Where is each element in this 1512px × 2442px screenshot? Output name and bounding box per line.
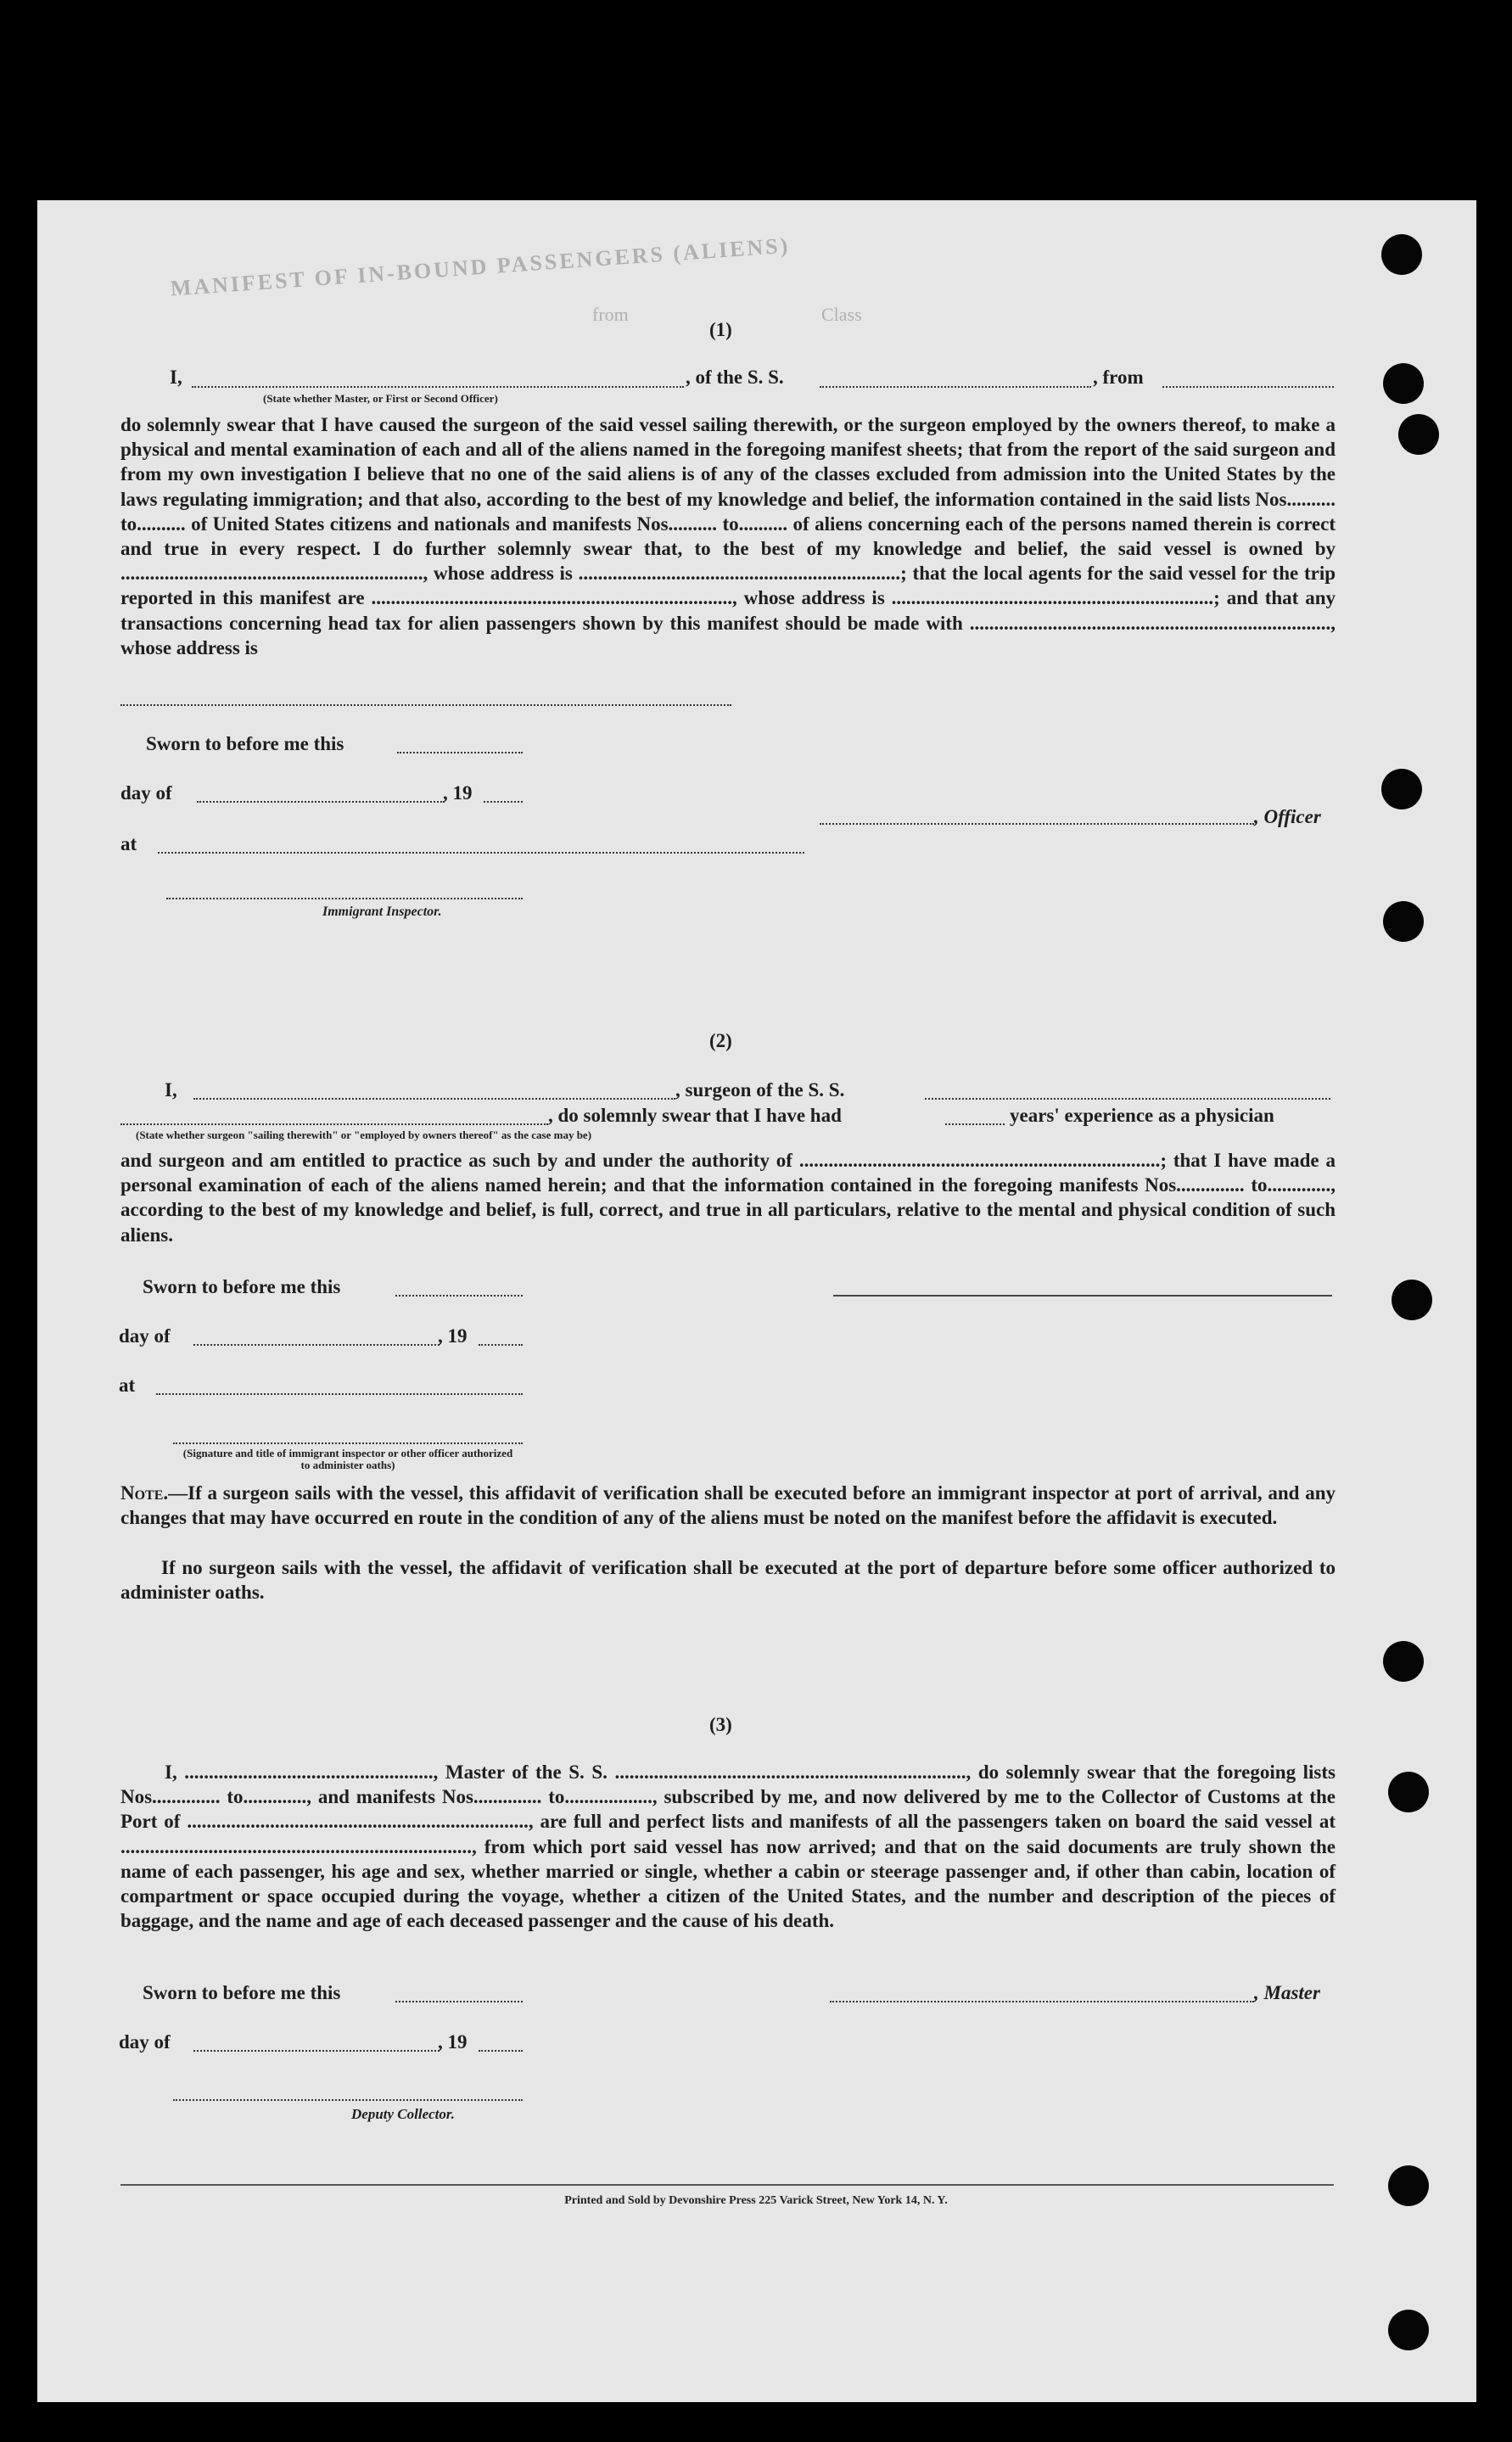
s2-note-label: Note. bbox=[120, 1482, 169, 1504]
s3-year-blank bbox=[479, 2050, 523, 2052]
punch-hole bbox=[1388, 1772, 1429, 1812]
s3-master-blank bbox=[830, 2001, 1254, 2002]
s3-day-of: day of bbox=[119, 2031, 171, 2053]
printer-footer: Printed and Sold by Devonshire Press 225 Varick Street, New York 14, N. Y. bbox=[564, 2194, 948, 2207]
section-3-number: (3) bbox=[709, 1714, 732, 1735]
s2-name-blank bbox=[193, 1098, 675, 1100]
s2-day-blank bbox=[193, 1344, 440, 1346]
s1-of-ss: , of the S. S. bbox=[686, 367, 784, 388]
s2-sig-caption: (Signature and title of immigrant inspector or other officer authorized to administer oaths) bbox=[182, 1447, 513, 1471]
section-2-number: (2) bbox=[709, 1030, 732, 1051]
punch-hole bbox=[1392, 1280, 1432, 1320]
s1-i: I, bbox=[170, 367, 182, 388]
s2-at-blank bbox=[156, 1393, 523, 1395]
s1-extra-line bbox=[120, 704, 731, 706]
punch-hole bbox=[1388, 2310, 1429, 2350]
punch-hole bbox=[1383, 363, 1424, 404]
ghost-header-class: Class bbox=[821, 304, 862, 325]
s2-inspector-line bbox=[173, 1442, 523, 1444]
section-1-number: (1) bbox=[709, 319, 732, 340]
s3-sworn-blank bbox=[395, 2001, 523, 2002]
s1-officer: , Officer bbox=[1254, 806, 1321, 827]
punch-hole bbox=[1381, 769, 1422, 809]
s2-at: at bbox=[119, 1375, 136, 1396]
s1-inspector-label: Immigrant Inspector. bbox=[322, 905, 442, 919]
ghost-header-title: MANIFEST OF IN-BOUND PASSENGERS (ALIENS) bbox=[169, 232, 792, 301]
s3-master: , Master bbox=[1254, 1982, 1320, 2003]
s1-sworn-blank bbox=[397, 752, 523, 753]
punch-hole bbox=[1383, 1641, 1424, 1682]
s1-paragraph: do solemnly swear that I have caused the surgeon of the said vessel sailing therewith, or the surgeon employed by the owners thereof, to make a physical and mental examination of each and all of the aliens named in the foregoing manifest sheets; that from the report of the said surgeon and from my own investigation I believe that no one of the said aliens is of any of the classes excluded from admission into the United States by the laws regulating immigration; and that also, according to the best of my knowledge and belief, the information contained in the said lists Nos.......... to.......... of United States citizens and nationals and manifests Nos.......... to.......... of aliens concerning each of the persons named therein is correct and true in every respect. I do further solemnly swear that, to the best of my knowledge and belief, the said vessel is owned by .............................................................., whose address is ..................................................................; that the local agents for the said vessel for the trip reported in this manifest are .........................................................................., whose address is ..................................................................; and that any transactions concerning head tax for alien passengers shown by this manifest should be made with .........................................................................., whose address is bbox=[120, 414, 1336, 658]
s1-sworn: Sworn to before me this bbox=[146, 733, 344, 754]
s2-year-blank bbox=[479, 1344, 523, 1346]
bottom-rule bbox=[120, 2184, 1334, 2186]
s1-name-blank bbox=[192, 386, 684, 388]
s2-note bbox=[120, 1481, 1336, 1530]
s2-year: , 19 bbox=[438, 1325, 468, 1347]
s1-day-of: day of bbox=[120, 782, 172, 804]
s3-year: , 19 bbox=[438, 2031, 468, 2053]
s2-vessel-blank bbox=[925, 1098, 1330, 1100]
s3-collector-label: Deputy Collector. bbox=[351, 2106, 455, 2122]
punch-hole bbox=[1398, 414, 1439, 455]
s3-day-blank bbox=[193, 2050, 440, 2052]
s1-officer-blank bbox=[820, 823, 1254, 825]
s1-caption: (State whether Master, or First or Second Officer) bbox=[263, 392, 498, 405]
s1-vessel-blank bbox=[820, 386, 1091, 388]
s2-signature-line bbox=[833, 1295, 1332, 1297]
s2-day-of: day of bbox=[119, 1325, 171, 1347]
s2-type-blank bbox=[120, 1123, 548, 1125]
s3-sworn: Sworn to before me this bbox=[143, 1982, 341, 2003]
s1-year: , 19 bbox=[443, 782, 473, 804]
s1-from-blank bbox=[1162, 386, 1334, 388]
s1-at-blank bbox=[158, 852, 804, 854]
s1-day-blank bbox=[197, 801, 445, 803]
s3-collector-line bbox=[173, 2099, 523, 2101]
s2-sworn: Sworn to before me this bbox=[143, 1276, 341, 1297]
s1-inspector-line bbox=[166, 898, 523, 899]
s2-note-2: If no surgeon sails with the vessel, the affidavit of verification shall be executed at the port of departure before some officer authorized to administer oaths. bbox=[120, 1557, 1336, 1604]
punch-hole bbox=[1381, 234, 1422, 275]
s1-at: at bbox=[120, 833, 137, 854]
s2-years: years' experience as a physician bbox=[1010, 1105, 1274, 1126]
s3-paragraph: I, ..................................................., Master of the S. S. ........................................................................, do solemnly swear that the foregoing lists Nos.............. to............., and manifests Nos.............. to.................., subscribed by me, and now delivered by me to the Collector of Customs at the Port of ......................................................................, are full and perfect lists and manifests of all the passengers taken on board the said vessel at ........................................................................, from which port said vessel has now arrived; and that on the said documents are truly shown the name of each passenger, his age and sex, whether married or single, whether a cabin or steerage passenger and, if other than cabin, location of compartment or space occupied during the voyage, whether a citizen of the United States, and the number and description of the pieces of baggage, and the name and age of each deceased passenger and the cause of his death. bbox=[120, 1761, 1336, 1932]
s2-i: I, bbox=[165, 1079, 177, 1101]
s2-sworn-blank bbox=[395, 1295, 523, 1297]
s2-solemnly: , do solemnly swear that I have had bbox=[548, 1105, 842, 1126]
s2-surgeon-of: , surgeon of the S. S. bbox=[675, 1079, 845, 1101]
s2-note-text: —If a surgeon sails with the vessel, this affidavit of verification shall be executed before an immigrant inspector at port of arrival, and any changes that may have occurred en route in the condition of any of the aliens must be noted on the manifest before the affidavit is executed. bbox=[120, 1482, 1336, 1529]
ghost-header-from: from bbox=[592, 304, 629, 325]
punch-hole bbox=[1383, 901, 1424, 942]
s2-caption: (State whether surgeon "sailing therewith" or "employed by owners thereof" as the case may be) bbox=[136, 1129, 592, 1141]
s2-paragraph: and surgeon and am entitled to practice as such by and under the authority of ..........................................................................; that I have made a personal examination of each of the aliens named herein; and that the information contained in the foregoing manifests Nos.............. to............., according to the best of my knowledge and belief, is full, correct, and true in all particulars, relative to the mental and physical condition of such aliens. bbox=[120, 1150, 1336, 1246]
s2-years-blank bbox=[945, 1123, 1005, 1125]
s1-year-blank bbox=[484, 801, 523, 803]
s1-from: , from bbox=[1093, 367, 1144, 388]
